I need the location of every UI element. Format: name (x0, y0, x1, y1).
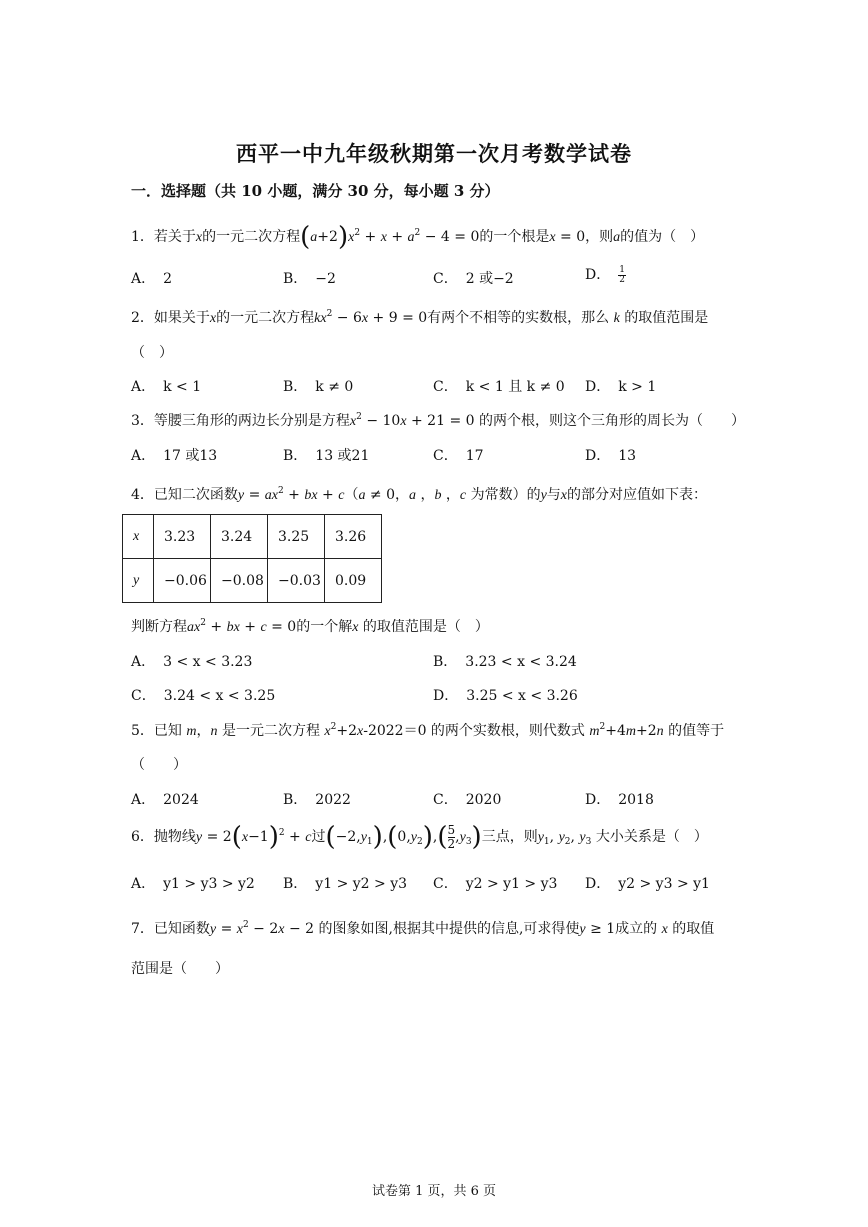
question-4-options-row1 (131, 651, 771, 673)
option-c[interactable]: C． k < 1 且 k ≠ 0 (433, 379, 565, 395)
page-footer: 试卷第 1 页，共 6 页 (371, 1184, 497, 1199)
question-5-options (131, 789, 771, 811)
table-cell: −0.08 (211, 559, 268, 603)
option-c[interactable]: C． 17 (433, 448, 484, 464)
question-3-stem: 3．等腰三角形的两边长分别是方程$x^2 - 10x + 21 = 0$ 的两个根，则这个三角形的周长为（ ） (131, 412, 745, 429)
table-header-y: y (123, 559, 154, 603)
question-2-stem: 2．如果关于x的一元二次方程$kx^2 - 6x + 9 = 0$有两个不相等的实数根，那么 k 的取值范围是 (131, 309, 709, 326)
option-b[interactable]: B． k ≠ 0 (283, 379, 354, 395)
option-b[interactable]: B． 13 或21 (283, 448, 370, 464)
table-header-x: x (123, 515, 154, 559)
option-a[interactable]: A． 17 或13 (131, 448, 218, 464)
option-d[interactable]: D． 13 (585, 448, 637, 464)
table-row (123, 515, 382, 559)
table-cell: 3.25 (268, 515, 325, 559)
question-7-stem: 7．已知函数$y = x^2 - 2x - 2$ 的图象如图,根据其中提供的信息,可求得使y ≥ 1成立的 x 的取值 (131, 920, 715, 937)
question-3-options (131, 445, 771, 467)
option-a[interactable]: A． y1 > y3 > y2 (131, 876, 255, 892)
option-d[interactable]: D． $\frac{1}{2}$ (585, 264, 625, 285)
fraction: $\frac{1}{2}$ (619, 264, 625, 285)
table-cell: −0.03 (268, 559, 325, 603)
question-7-stem-cont: 范围是（ ） (131, 961, 229, 977)
q1-text: 1．若关于 (131, 229, 196, 245)
value-table (122, 514, 382, 603)
option-a[interactable]: A． 2 (131, 271, 173, 287)
question-1-stem: 1．若关于x的一元二次方程$(a+2)x^2 + x + a^2 - 4 = 0$的一个根是x = 0，则a的值为（ ） (131, 222, 705, 252)
question-4-stem: 4．已知二次函数$y = ax^2$ + bx + c（a ≠ 0，a ，b ，c 为常数）的y与x的部分对应值如下表： (131, 486, 708, 503)
fraction: $\frac{5}{2}$ (447, 822, 456, 851)
table-row (123, 559, 382, 603)
question-1-options (131, 264, 771, 290)
option-c[interactable]: C． 2020 (433, 792, 502, 808)
question-5-stem-cont: （ ） (131, 757, 187, 773)
option-d[interactable]: D． k > 1 (585, 379, 657, 395)
table-cell: 3.24 (211, 515, 268, 559)
table-cell: −0.06 (154, 559, 211, 603)
option-b[interactable]: B． −2 (283, 271, 336, 287)
option-d[interactable]: D． y2 > y3 > y1 (585, 876, 710, 892)
option-c[interactable]: C． 3.24 < x < 3.25 (131, 688, 276, 704)
table-cell: 3.26 (325, 515, 382, 559)
question-4-options-row2 (131, 685, 771, 707)
option-d[interactable]: D． 2018 (585, 792, 654, 808)
question-2-options (131, 376, 771, 398)
question-6-options (131, 873, 771, 895)
page-title: 西平一中九年级秋期第一次月考数学试卷 (236, 141, 632, 166)
option-c[interactable]: C． y2 > y1 > y3 (433, 876, 558, 892)
section-heading: 一．选择题（共 10 小题，满分 30 分，每小题 3 分） (131, 182, 500, 200)
question-5-stem: 5．已知 m，n 是一元二次方程 $x^2+2x-2022=0$ 的两个实数根，则代数式 $m^2+4m+2n$ 的值等于 (131, 722, 725, 739)
option-a[interactable]: A． 2024 (131, 792, 199, 808)
option-a[interactable]: A． 3 < x < 3.23 (131, 654, 253, 670)
question-2-stem-cont: （ ） (131, 345, 173, 361)
table-cell: 0.09 (325, 559, 382, 603)
option-b[interactable]: B． 2022 (283, 792, 351, 808)
option-b[interactable]: B． y1 > y2 > y3 (283, 876, 408, 892)
option-c[interactable]: C． 2 或−2 (433, 271, 514, 287)
option-b[interactable]: B． 3.23 < x < 3.24 (433, 654, 577, 670)
table-cell: 3.23 (154, 515, 211, 559)
question-6-stem: 6．抛物线$y = 2(x-1)^2 + c$过$(-2,y_1),(0,y_2)$,( $\frac{5}{2}$ $,y_3$)三点，则$y_1$, $y_2$, $y_3$ 大小关系是（ ） (131, 822, 708, 852)
option-d[interactable]: D． 3.25 < x < 3.26 (433, 688, 578, 704)
question-4-judge: 判断方程$ax^2$ + bx + c = 0的一个解x 的取值范围是（ ） (131, 618, 489, 635)
option-a[interactable]: A． k < 1 (131, 379, 202, 395)
